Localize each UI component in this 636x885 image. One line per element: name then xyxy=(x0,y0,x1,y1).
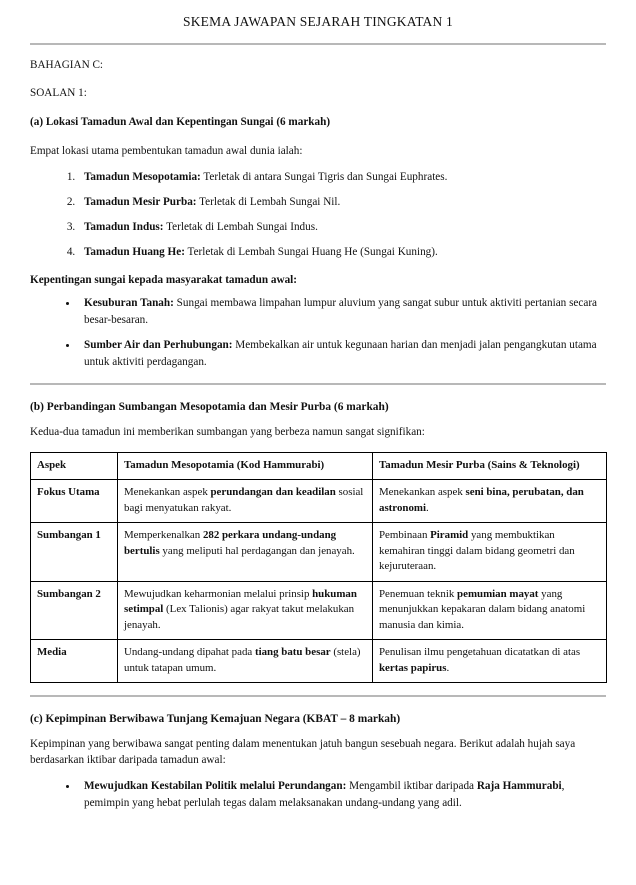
section-a-importance-list xyxy=(30,295,606,371)
list-item xyxy=(78,778,606,812)
table-header-mesir: Tamadun Mesir Purba (Sains & Teknologi) xyxy=(373,452,607,479)
section-a-subheading: Kepentingan sungai kepada masyarakat tamadun awal: xyxy=(30,273,297,286)
list-item xyxy=(78,195,606,211)
list-item-term: Mewujudkan Kestabilan Politik melalui Perundangan: xyxy=(84,780,347,793)
cell-aspect: Sumbangan 1 xyxy=(31,523,118,581)
section-b-divider xyxy=(30,383,606,385)
table-row xyxy=(31,581,607,639)
list-item xyxy=(78,337,606,371)
list-item-text: Terletak di antara Sungai Tigris dan Sungai Euphrates. xyxy=(200,171,448,184)
cell-text-post: (stela) untuk tatapan umum. xyxy=(124,646,361,674)
list-item-term: Kesuburan Tanah: xyxy=(84,296,174,309)
cell-text-post: . xyxy=(446,661,450,674)
section-c-intro: Kepimpinan yang berwibawa sangat penting dalam menentukan jatuh bangun sesebuah negara. Berikut adalah hujah saya berdasarkan iktibar daripada tamadun awal: xyxy=(30,738,576,767)
document-page xyxy=(0,13,636,885)
section-c-argument-list xyxy=(30,778,606,812)
document-body xyxy=(0,58,636,371)
section-b-intro: Kedua-dua tamadun ini memberikan sumbangan yang berbeza namun sangat signifikan: xyxy=(30,425,425,438)
cell-text-bold: 282 perkara undang-undang bertulis xyxy=(124,529,337,557)
comparison-table xyxy=(30,452,607,683)
cell-text-bold: Piramid xyxy=(430,529,469,542)
cell-text-pre: Penemuan teknik xyxy=(379,587,458,600)
cell-text-pre: Menekankan aspek xyxy=(124,486,211,499)
cell-text-post: yang meliputi hal perdagangan dan jenayah. xyxy=(159,544,355,557)
cell-mesir xyxy=(373,640,607,683)
cell-text-post: yang membuktikan kemahiran tinggi dalam bidang geometri dan kejuruteraan. xyxy=(379,529,575,573)
cell-mesir xyxy=(373,581,607,639)
section-b-heading: (b) Perbandingan Sumbangan Mesopotamia dan Mesir Purba (6 markah) xyxy=(30,400,389,413)
list-item-text: Sungai membawa limpahan lumpur aluvium yang sangat subur untuk aktiviti pertanian secara besar-besaran. xyxy=(84,296,598,326)
list-item-emphasis: Raja Hammurabi xyxy=(476,780,562,793)
table-header-row xyxy=(31,452,607,479)
list-item-text: Mengambil iktibar daripada xyxy=(346,780,477,793)
cell-text-bold: kertas papirus xyxy=(379,661,447,674)
section-a-location-list xyxy=(30,170,606,261)
table-row xyxy=(31,480,607,523)
list-item-text: Terletak di Lembah Sungai Huang He (Sungai Kuning). xyxy=(184,245,438,258)
cell-aspect: Sumbangan 2 xyxy=(31,581,118,639)
table-row xyxy=(31,640,607,683)
list-item-term: Tamadun Mesopotamia: xyxy=(84,171,201,184)
cell-mesopotamia xyxy=(118,480,373,523)
cell-text-bold: perundangan dan keadilan xyxy=(210,486,336,499)
cell-text-bold: tiang batu besar xyxy=(254,646,331,659)
list-item-text: Membekalkan air untuk kegunaan harian dan menjadi jalan pengangkutan utama untuk aktiviti perdagangan. xyxy=(84,339,597,369)
cell-aspect: Media xyxy=(31,640,118,683)
list-item-text: Terletak di Lembah Sungai Indus. xyxy=(163,220,318,233)
cell-text-bold: seni bina, perubatan, dan astronomi xyxy=(379,486,584,514)
cell-text-post: (Lex Talionis) agar rakyat takut melakukan jenayah. xyxy=(124,603,355,631)
section-c-heading: (c) Kepimpinan Berwibawa Tunjang Kemajuan Negara (KBAT – 8 markah) xyxy=(30,713,401,726)
section-a-heading: (a) Lokasi Tamadun Awal dan Kepentingan Sungai (6 markah) xyxy=(30,116,331,129)
section-c-divider xyxy=(30,695,606,697)
header-divider xyxy=(30,43,606,45)
cell-text-pre: Undang-undang dipahat pada xyxy=(124,646,255,659)
cell-text-post: yang menunjukkan kepakaran dalam bidang anatomi manusia dan kimia. xyxy=(379,587,586,631)
table-header-mesopotamia: Tamadun Mesopotamia (Kod Hammurabi) xyxy=(118,452,373,479)
list-item xyxy=(78,220,606,236)
list-item-term: Tamadun Mesir Purba: xyxy=(84,196,197,209)
cell-mesopotamia xyxy=(118,523,373,581)
cell-text-bold: pemumian mayat xyxy=(457,587,539,600)
cell-text-bold: hukuman setimpal xyxy=(124,587,357,616)
list-item-text: Terletak di Lembah Sungai Nil. xyxy=(196,196,341,209)
cell-mesopotamia xyxy=(118,640,373,683)
cell-text-pre: Memperkenalkan xyxy=(124,529,203,542)
cell-aspect: Fokus Utama xyxy=(31,480,118,523)
list-item-term: Tamadun Indus: xyxy=(84,220,164,233)
question-label: SOALAN 1: xyxy=(30,87,87,100)
section-c-body xyxy=(0,713,636,811)
cell-mesopotamia xyxy=(118,581,373,639)
cell-text-post: . xyxy=(426,501,429,514)
list-item-text-cont: , pemimpin yang hebat perlulah tegas dalam melaksanakan undang-undang yang adil. xyxy=(84,780,565,809)
cell-mesir xyxy=(373,480,607,523)
table-row xyxy=(31,523,607,581)
table-header-aspect: Aspek xyxy=(31,452,118,479)
list-item-term: Sumber Air dan Perhubungan: xyxy=(84,339,233,352)
cell-text-post: sosial bagi menyatukan rakyat. xyxy=(124,486,364,514)
list-item-term: Tamadun Huang He: xyxy=(84,245,185,258)
list-item xyxy=(78,295,606,329)
cell-text-pre: Menekankan aspek xyxy=(379,486,466,499)
cell-mesir xyxy=(373,523,607,581)
list-item xyxy=(78,170,606,186)
cell-text-pre: Mewujudkan keharmonian melalui prinsip xyxy=(124,587,313,600)
list-item xyxy=(78,245,606,261)
cell-text-pre: Penulisan ilmu pengetahuan dicatatkan di atas xyxy=(379,646,581,659)
part-label: BAHAGIAN C: xyxy=(30,58,104,71)
cell-text-pre: Pembinaan xyxy=(379,529,431,542)
section-a-intro: Empat lokasi utama pembentukan tamadun awal dunia ialah: xyxy=(30,145,303,158)
page-title: SKEMA JAWAPAN SEJARAH TINGKATAN 1 xyxy=(183,14,453,29)
section-b-body xyxy=(0,401,636,683)
